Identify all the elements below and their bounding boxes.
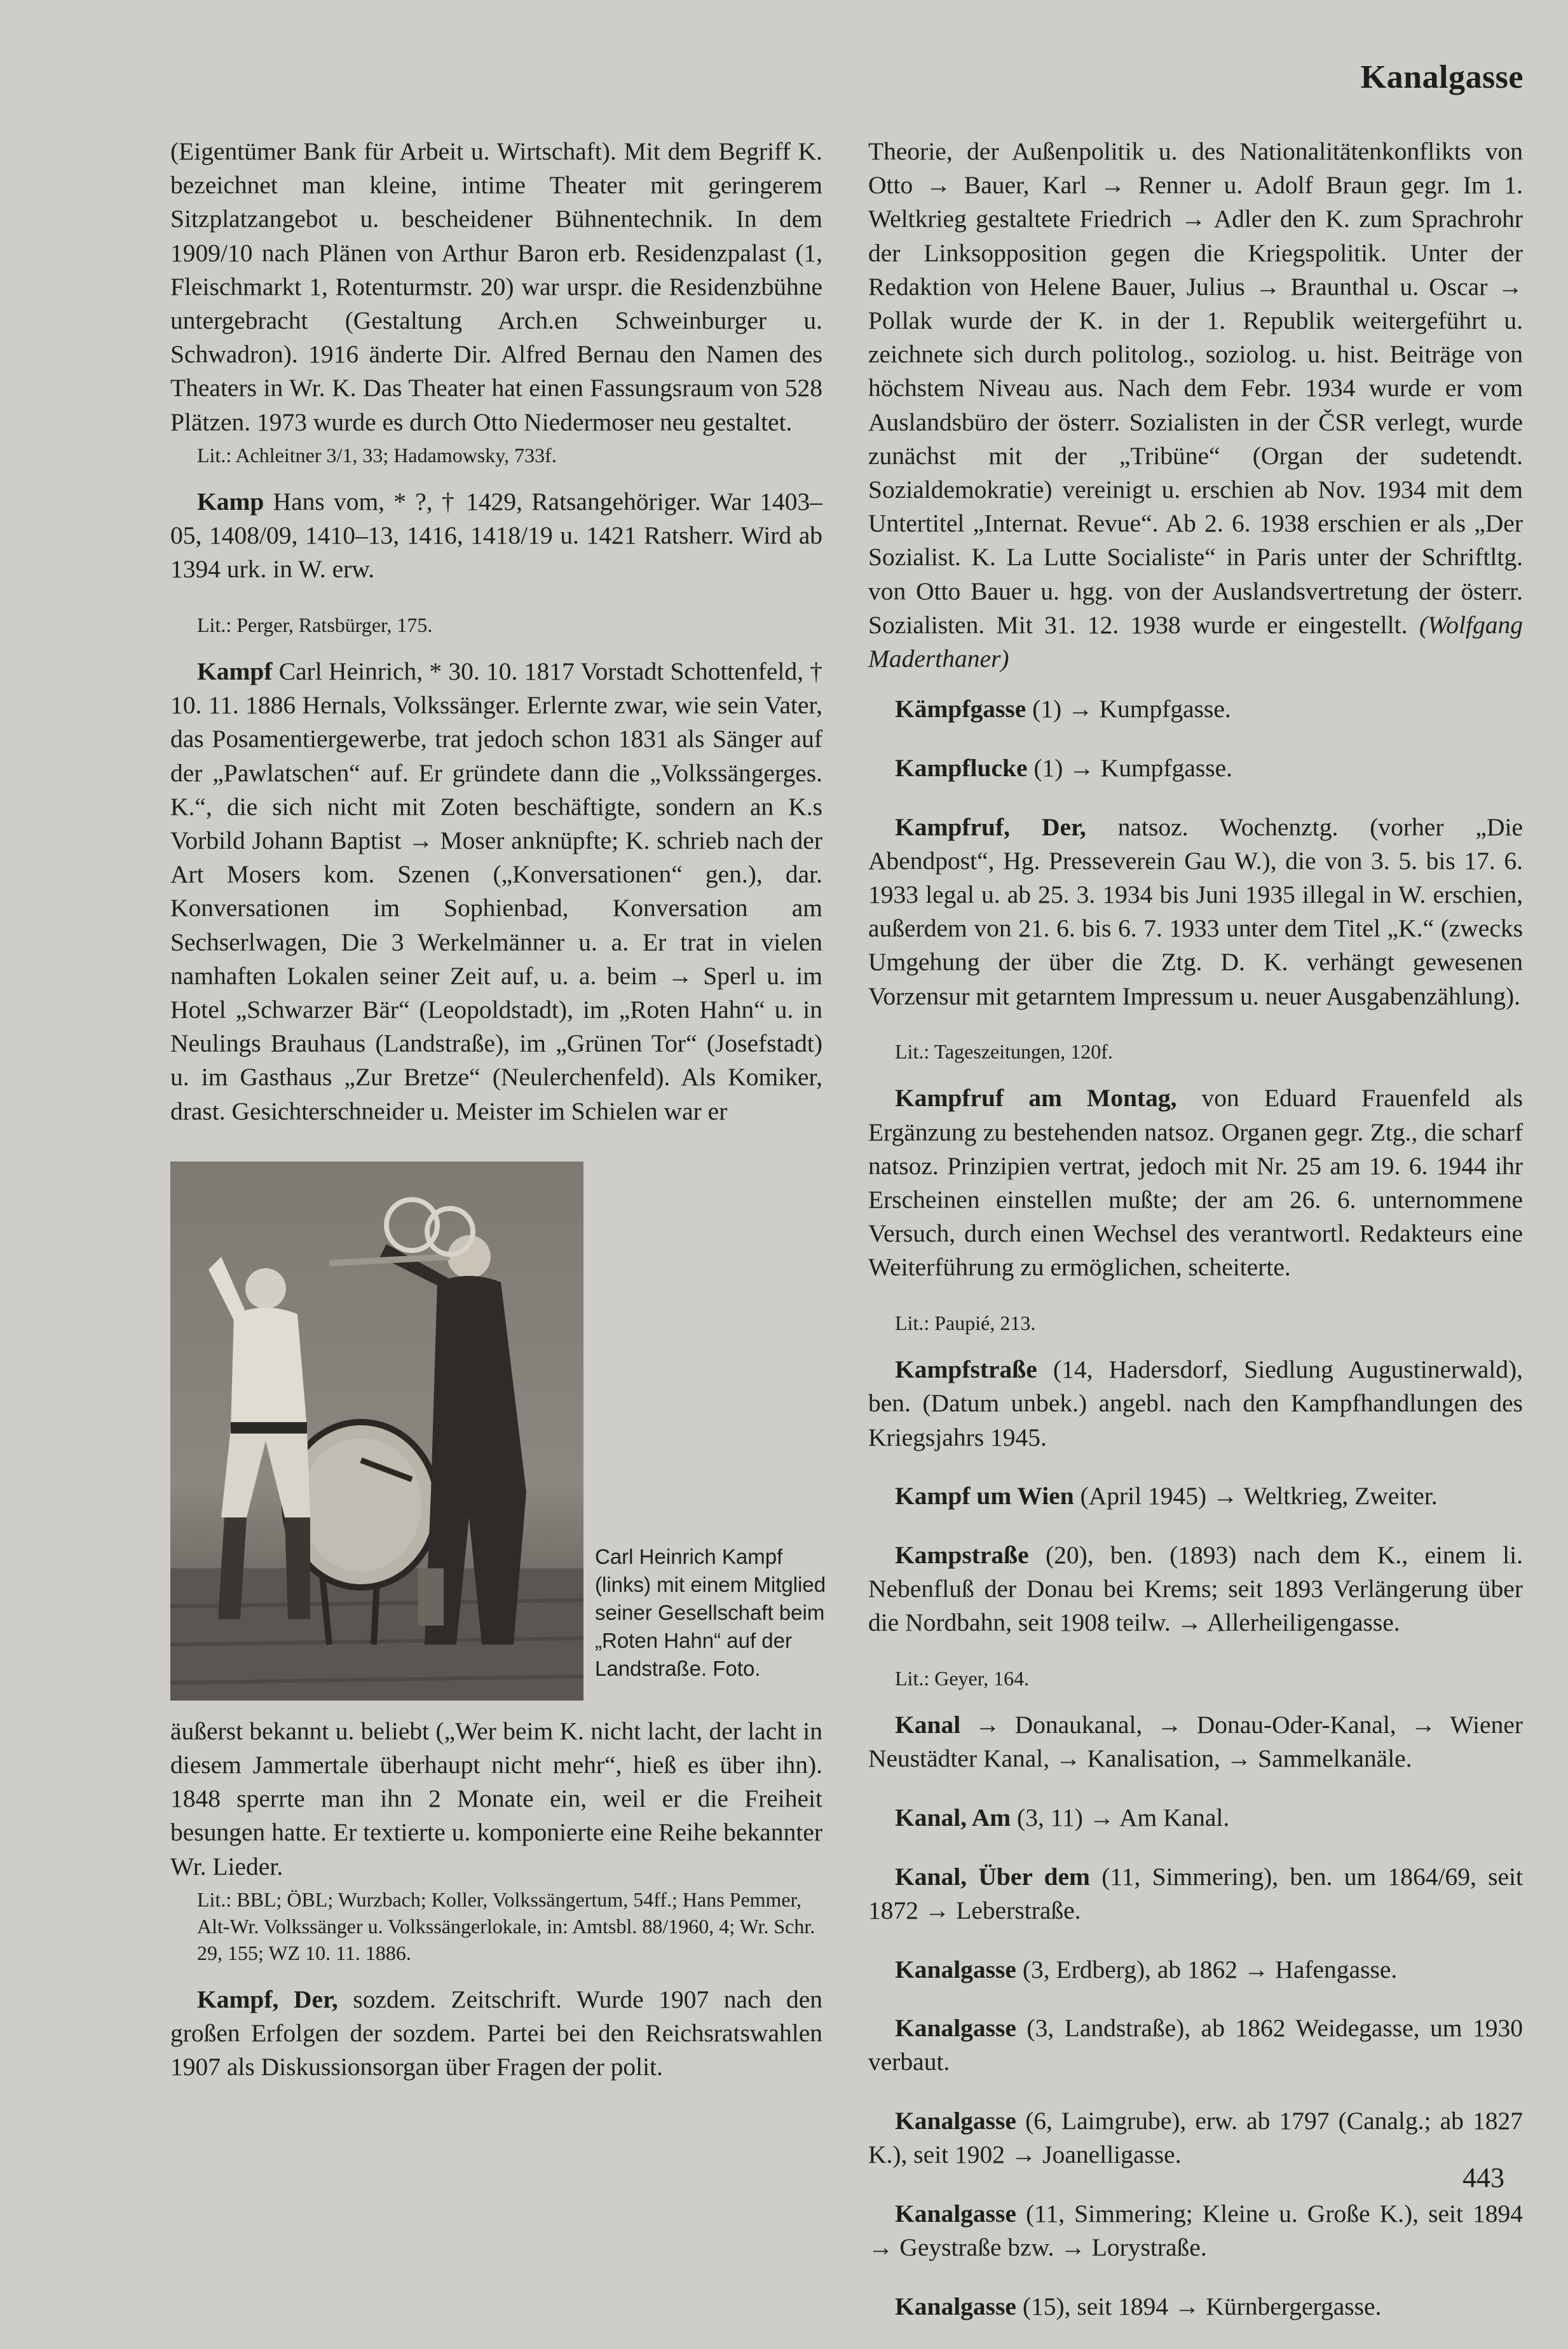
entry-kampf-um-wien (868, 1479, 1523, 1513)
literature-note: Lit.: Paupié, 213. (895, 1311, 1036, 1335)
entry-kampf-der (170, 1983, 822, 2085)
entry-keyword: Kanalgasse (895, 2107, 1016, 2135)
entry-text: → Donaukanal, → Donau-Oder-Kanal, → Wiener Neustädter Kanal, → Kanalisation, → Sammelkanäle. (868, 1711, 1523, 1773)
entry-kampfruf-am-montag (868, 1081, 1523, 1284)
entry-kanalgasse-3-landstrasse (868, 2011, 1523, 2079)
entry-text: (1) → Kumpfgasse. (1027, 753, 1233, 782)
entry-kamp (170, 485, 822, 587)
entry-kanalgasse-15 (868, 2290, 1523, 2324)
entry-text: von Eduard Frauenfeld als Ergänzung zu bestehenden natsoz. Organen gegr. Ztg., die scharf natsoz. Prinzipien vertrat, jedoch mit Nr. 25 am 19. 6. 1944 ihr Erscheinen einstellen mußte; der am 26. 6. unternommene Versuch, durch einen Wechsel des verantwortl. Redakteurs eine Weiterführung zu ermöglichen, scheiterte. (868, 1084, 1523, 1282)
entry-kanal-ueber-dem (868, 1860, 1523, 1928)
entry-kampf-continuation: äußerst bekannt u. beliebt („Wer beim K. nicht lacht, der lacht in diesem Jammertale überhaupt nicht mehr“, hieß es über ihn). 1848 sperrte man ihn 2 Monate ein, weil er die Freiheit besungen hatte. Er textierte u. komponierte eine Reihe bekannter Wr. Lieder. (170, 1716, 822, 1880)
entry-kampf-carl-heinrich (170, 655, 822, 1128)
entry-text: (15), seit 1894 → Kürnbergergasse. (1016, 2292, 1382, 2320)
figure (170, 1161, 826, 1702)
entry-keyword: Kanalgasse (895, 2200, 1016, 2228)
literature-note: Lit.: BBL; ÖBL; Wurzbach; Koller, Volkssängertum, 54ff.; Hans Pemmer, Alt-Wr. Volkssänger u. Volkssängerlokale, in: Amtsbl. 88/1960, 4; Wr. Schr. 29, 155; WZ 10. 11. 1886. (197, 1887, 815, 1964)
entry-keyword: Kämpfgasse (895, 695, 1026, 723)
entry-kanalgasse-3-erdberg (868, 1953, 1523, 1987)
entry-keyword: Kamp (197, 487, 264, 516)
literature-note: Lit.: Geyer, 164. (895, 1667, 1030, 1690)
entry-text: (20), ben. (1893) nach dem K., einem li. Nebenfluß der Donau bei Krems; seit 1893 Verlängerung über die Nordbahn, seit 1908 teilw. → Allerheiligengasse. (868, 1540, 1523, 1637)
entry-keyword: Kanal (895, 1711, 961, 1739)
entry-text: (6, Laimgrube), erw. ab 1797 (Canalg.; ab 1827 K.), seit 1902 → Joanelligasse. (868, 2107, 1523, 2169)
entry-kampfstrasse (868, 1353, 1523, 1455)
entry-text: Hans vom, * ?, † 1429, Ratsangehöriger. War 1403–05, 1408/09, 1410–13, 1416, 1418/19 u. 1421 Ratsherr. Wird ab 1394 urk. in W. erw. (170, 487, 822, 584)
entry-keyword: Kampf, Der, (197, 1985, 338, 2013)
entry-text: (11, Simmering), ben. um 1864/69, seit 1872 → Leberstraße. (868, 1862, 1523, 1924)
entry-kampfruf-der (868, 811, 1523, 1013)
entry-text: natsoz. Wochenztg. (vorher „Die Abendpost“, Hg. Presseverein Gau W.), die von 3. 5. bis 17. 6. 1933 legal u. ab 25. 3. 1934 bis Juni 1935 illegal in W. erschien, außerdem von 21. 6. bis 6. 7. 1933 unter dem Titel „K.“ (zwecks Umgehung der über die Ztg. D. K. verhängt gewesenen Vorzensur mit getarntem Impressum u. neuer Ausgabenzählung). (868, 812, 1523, 1010)
page-header-title: Kanalgasse (1360, 59, 1524, 95)
entry-kampstrasse (868, 1538, 1523, 1640)
entry-keyword: Kanal, Über dem (895, 1862, 1090, 1891)
entry-text: (3, 11) → Am Kanal. (1011, 1803, 1230, 1832)
entry-text: (1) → Kumpfgasse. (1026, 695, 1231, 723)
entry-text: (11, Simmering; Kleine u. Große K.), seit 1894 → Geystraße bzw. → Lorystraße. (868, 2200, 1523, 2262)
entry-keyword: Kampf (197, 657, 273, 685)
entry-keyword: Kanalgasse (895, 2292, 1016, 2320)
literature-note: Lit.: Perger, Ratsbürger, 175. (197, 613, 433, 636)
entry-keyword: Kanalgasse (895, 2014, 1016, 2043)
entry-kampflucke (868, 751, 1523, 785)
entry-keyword: Kanal, Am (895, 1803, 1011, 1832)
entry-text: sozdem. Zeitschrift. Wurde 1907 nach den großen Erfolgen der sozdem. Partei bei den Reichsratswahlen 1907 als Diskussionsorgan über Fragen der polit. (170, 1985, 822, 2081)
photo-caption: Carl Heinrich Kampf (links) mit einem Mitglied seiner Gesellschaft beim „Roten Hahn“ auf der Landstraße. Foto. (595, 1544, 826, 1680)
entry-keyword: Kampf um Wien (895, 1482, 1074, 1510)
entry-kaempfgasse (868, 692, 1523, 726)
entry-kanal-am (868, 1801, 1523, 1835)
entry-text: (14, Hadersdorf, Siedlung Augustinerwald), ben. (Datum unbek.) angebl. nach den Kampfhandlungen des Kriegsjahrs 1945. (868, 1355, 1523, 1451)
entry-kanalgasse-11 (868, 2197, 1523, 2264)
entry-text: Carl Heinrich, * 30. 10. 1817 Vorstadt Schottenfeld, † 10. 11. 1886 Hernals, Volkssänger. Erlernte zwar, wie sein Vater, das Posamentiergewerbe, trat jedoch schon 1831 als Sänger auf der „Pawlatschen“ auf. Er gründete dann die „Volkssängerges. K.“, die sich nicht mit Zoten beschäftigte, sondern an K.s Vorbild Johann Baptist → Moser anknüpfte; K. schrieb nach der Art Mosers kom. Szenen („Konversationen“ gen.), dar. Konversationen im Sophienbad, Konversation am Sechserlwagen, Die 3 Werkelmänner u. a. Er trat in vielen namhaften Lokalen seiner Zeit auf, u. a. beim → Sperl u. im Hotel „Schwarzer Bär“ (Leopoldstadt), im „Roten Hahn“ u. in Neulings Brauhaus (Landstraße), im „Grünen Tor“ (Josefstadt) u. im Gasthaus „Zur Bretze“ (Neulerchenfeld). Als Komiker, drast. Gesichterschneider u. Meister im Schielen war er (170, 657, 822, 1125)
entry-keyword: Kampflucke (895, 753, 1028, 782)
entry-text: (3, Erdberg), ab 1862 → Hafengasse. (1016, 1955, 1398, 1983)
author-credit: (Wolfgang Maderthaner) (868, 610, 1523, 673)
right-column (868, 135, 1523, 2349)
left-column (170, 135, 826, 2109)
literature-note: Lit.: Achleitner 3/1, 33; Hadamowsky, 733f. (197, 443, 557, 467)
entry-keyword: Kampfstraße (895, 1355, 1037, 1384)
kammerspiele-continuation: (Eigentümer Bank für Arbeit u. Wirtschaft). Mit dem Begriff K. bezeichnet man kleine, intime Theater mit geringerem Sitzplatzangebot u. bescheidener Bühnentechnik. In dem 1909/10 nach Plänen von Arthur Baron erb. Residenzpalast (1, Fleischmarkt 1, Rotenturmstr. 20) war urspr. die Residenzbühne untergebracht (Gestaltung Arch.en Schweinburger u. Schwadron). 1916 änderte Dir. Alfred Bernau den Namen des Theaters in Wr. K. Das Theater hat einen Fassungsraum von 528 Plätzen. 1973 wurde es durch Otto Niedermoser neu gestaltet. (170, 137, 822, 436)
entry-keyword: Kampfruf am Montag, (895, 1084, 1177, 1113)
entry-keyword: Kampstraße (895, 1540, 1029, 1569)
entry-text: Theorie, der Außenpolitik u. des Nationalitätenkonflikts von Otto → Bauer, Karl → Renner u. Adolf Braun gegr. Im 1. Weltkrieg gestaltete Friedrich → Adler den K. zum Sprachrohr der Linksopposition gegen die Kriegspolitik. Unter der Redaktion von Helene Bauer, Julius → Braunthal u. Oscar → Pollak wurde der K. in der 1. Republik weitergeführt u. zeichnete sich durch politolog., soziolog. u. hist. Beiträge von höchstem Niveau aus. Nach dem Febr. 1934 wurde er vom Auslandsbüro der österr. Sozialisten in der ČSR verlegt, wurde zunächst mit der „Tribüne“ (Organ der sudetendt. Sozialdemokratie) vereinigt u. erschien ab Nov. 1934 mit dem Untertitel „Internat. Revue“. Ab 2. 6. 1938 erschien er als „Der Sozialist. K. La Lutte Socialiste“ in Paris unter der Schriftltg. von Otto Bauer u. hgg. von der Auslandsvertretung der österr. Sozialisten. Mit 31. 12. 1938 wurde er eingestellt. (868, 137, 1523, 639)
entry-text: (April 1945) → Weltkrieg, Zweiter. (1074, 1482, 1438, 1510)
entry-keyword: Kampfruf, Der, (895, 812, 1086, 841)
entry-keyword: Kanalgasse (895, 1955, 1016, 1983)
photo-kampf-performers (170, 1161, 583, 1701)
entry-kanal (868, 1708, 1523, 1776)
page-number: 443 (1462, 2162, 1504, 2193)
literature-note: Lit.: Tageszeitungen, 120f. (895, 1040, 1113, 1064)
entry-kanalgasse-6 (868, 2104, 1523, 2172)
entry-kampf-der-continuation (868, 135, 1523, 676)
entry-text: (3, Landstraße), ab 1862 Weidegasse, um 1930 verbaut. (868, 2014, 1523, 2076)
